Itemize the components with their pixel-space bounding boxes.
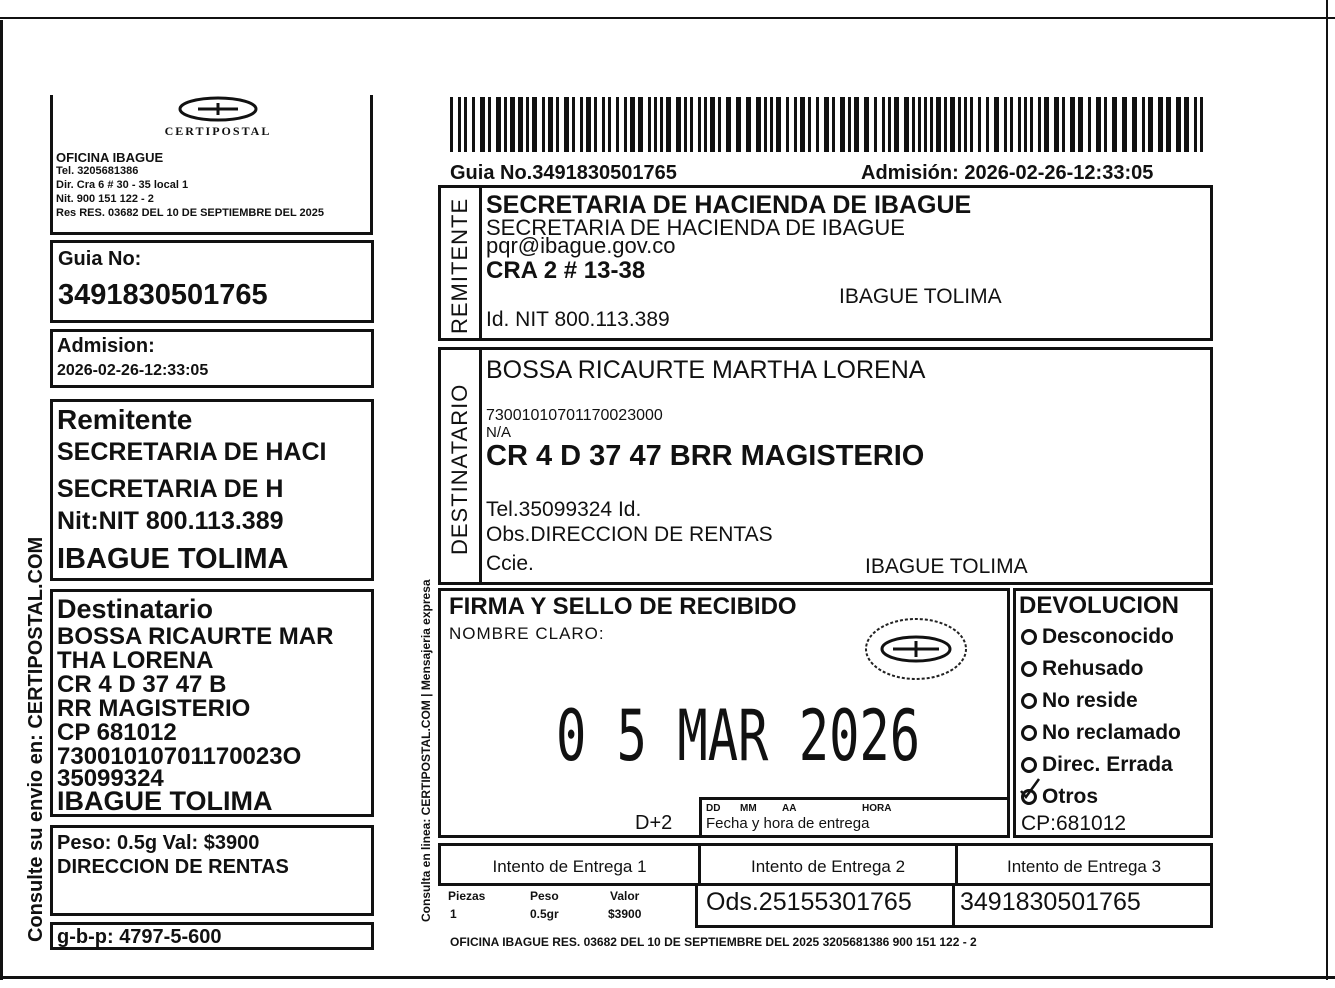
remitente-id: Id. NIT 800.113.389 <box>486 308 670 331</box>
admision-label: Admision: <box>57 335 155 357</box>
barcode-bar <box>776 97 781 152</box>
barcode-bar <box>746 97 751 152</box>
remitente-email: pqr@ibague.gov.co <box>486 233 676 258</box>
radio-no-reclamado[interactable] <box>1021 725 1037 741</box>
destinatario-main-box <box>438 347 1213 585</box>
destinatario-obs: Obs.DIRECCION DE RENTAS <box>486 523 773 546</box>
intento-3: Intento de Entrega 3 <box>1006 857 1162 876</box>
barcode-bar <box>924 97 927 152</box>
barcode-bar <box>698 97 701 152</box>
barcode-bar <box>654 97 657 152</box>
destinatario-address: CR 4 D 37 47 BRR MAGISTERIO <box>486 440 925 472</box>
barcode-bar <box>840 97 845 152</box>
certipostal-stamp-icon <box>861 613 971 685</box>
option-otros[interactable] <box>1021 785 1098 809</box>
barcode-bar <box>1104 97 1107 152</box>
barcode-bar <box>710 97 715 152</box>
barcode-bar <box>1096 97 1101 152</box>
destinatario-ccie: Ccie. <box>486 552 534 575</box>
admision-value: 2026-02-26-12:33:05 <box>57 362 209 379</box>
ods-box <box>695 884 955 928</box>
stamp-date: 0 5 MAR 2026 <box>556 695 921 777</box>
destinatario-divider <box>479 350 482 582</box>
remitente-city: IBAGUE TOLIMA <box>839 285 1002 308</box>
barcode-bar <box>608 97 611 152</box>
barcode-bar <box>504 97 507 152</box>
bottom-row <box>438 884 1213 930</box>
barcode-bar <box>480 97 485 152</box>
guia-label: Guia No: <box>58 248 142 270</box>
remitente-line-4: IBAGUE TOLIMA <box>57 543 289 575</box>
label-no-reside: No reside <box>1042 689 1138 712</box>
barcode-bar <box>638 97 643 152</box>
barcode-bar <box>704 97 707 152</box>
remitente-line-1: SECRETARIA DE HACI <box>57 438 327 466</box>
barcode-bar <box>594 97 597 152</box>
office-block <box>50 95 440 235</box>
barcode-bar <box>684 97 687 152</box>
office-name: OFICINA IBAGUE <box>56 150 164 165</box>
destinatario-box <box>50 589 374 817</box>
destinatario-line-6: 73001010701170023O <box>57 743 302 770</box>
page-left-border <box>0 20 3 980</box>
barcode-bar <box>564 97 569 152</box>
firma-title: FIRMA Y SELLO DE RECIBIDO <box>449 593 797 620</box>
barcode-bar <box>556 97 559 152</box>
barcode-bar <box>526 97 529 152</box>
remitente-box <box>50 399 374 581</box>
barcode-bar <box>690 97 693 152</box>
page-bottom-border <box>0 976 1335 979</box>
peso-line: Peso: 0.5g Val: $3900 <box>57 832 260 854</box>
office-nit: Nit. 900 151 122 - 2 <box>56 193 154 205</box>
option-no-reside[interactable] <box>1021 689 1138 713</box>
barcode-bar <box>794 97 797 152</box>
barcode-bar <box>874 97 877 152</box>
radio-rehusado[interactable] <box>1021 661 1037 677</box>
barcode-bar <box>904 97 909 152</box>
intentos-row <box>438 843 1213 886</box>
devolucion-cp: CP:681012 <box>1021 812 1127 835</box>
barcode-bar <box>930 97 933 152</box>
remitente-name2: SECRETARIA DE HACIENDA DE IBAGUE <box>486 215 905 240</box>
barcode-bar <box>800 97 805 152</box>
remitente-vertical-label: REMITENTE <box>447 197 472 334</box>
destinatario-line-2: THA LORENA <box>57 647 214 674</box>
remitente-address: CRA 2 # 13-38 <box>486 257 646 284</box>
barcode-bar <box>1062 97 1065 152</box>
intento-2: Intento de Entrega 2 <box>750 857 906 876</box>
firma-box <box>438 588 1010 838</box>
intento-1: Intento de Entrega 1 <box>492 857 647 876</box>
piezas-value: 1 <box>450 907 457 921</box>
barcode-bar <box>464 97 467 152</box>
barcode-bar <box>616 97 619 152</box>
barcode-bar <box>736 97 741 152</box>
barcode-bar <box>950 97 955 152</box>
barcode-bar <box>1038 97 1041 152</box>
barcode-bar <box>450 97 453 152</box>
barcode-bar <box>894 97 899 152</box>
barcode-bar <box>1044 97 1049 152</box>
destinatario-city: IBAGUE TOLIMA <box>865 555 1028 578</box>
remitente-main-box <box>438 185 1213 341</box>
remitente-name1: SECRETARIA DE HACIENDA DE IBAGUE <box>486 191 972 219</box>
barcode-bar <box>964 97 967 152</box>
barcode-bar <box>572 97 575 152</box>
consulte-vertical: Consulte su envio en: CERTIPOSTAL.COM <box>25 536 47 942</box>
barcode-bar <box>944 97 947 152</box>
barcode-bar <box>1194 97 1197 152</box>
remitente-line-3: Nit:NIT 800.113.389 <box>57 507 284 535</box>
gbp-box <box>50 922 374 950</box>
radio-direc-errada[interactable] <box>1021 757 1037 773</box>
option-no-reclamado[interactable] <box>1021 721 1181 745</box>
barcode-graphic <box>450 97 1210 152</box>
barcode-bar <box>1054 97 1059 152</box>
header-guia: Guia No.3491830501765 <box>450 162 677 184</box>
barcode-bar <box>518 97 523 152</box>
barcode-bar <box>1024 97 1027 152</box>
barcode-bar <box>580 97 583 152</box>
barcode-bar <box>808 97 811 152</box>
barcode-bar <box>994 97 999 152</box>
footer-line: OFICINA IBAGUE RES. 03682 DEL 10 DE SEPTIEMBRE DEL 2025 3205681386 900 151 122 - 2 <box>450 935 977 949</box>
barcode-bar <box>832 97 835 152</box>
barcode-bar <box>970 97 973 152</box>
office-tel: Tel. 3205681386 <box>56 165 139 177</box>
online-vertical: Consulta en linea: CERTIPOSTAL.COM | Mensajeria expresa <box>419 579 433 922</box>
guia-bottom-box <box>952 884 1213 928</box>
barcode-bar <box>918 97 921 152</box>
fecha-box <box>699 797 1009 837</box>
barcode-bar <box>1088 97 1091 152</box>
piezas-label: Piezas <box>448 889 486 903</box>
label-direc-errada: Direc. Errada <box>1042 753 1173 776</box>
barcode-bar <box>816 97 819 152</box>
barcode-bar <box>548 97 553 152</box>
barcode-bar <box>624 97 627 152</box>
barcode-bar <box>864 97 869 152</box>
barcode-bar <box>882 97 885 152</box>
barcode-bar <box>1158 97 1163 152</box>
destinatario-line-8: IBAGUE TOLIMA <box>57 786 273 816</box>
destinatario-na: N/A <box>486 424 512 441</box>
barcode-bar <box>1184 97 1189 152</box>
devolucion-title: DEVOLUCION <box>1019 592 1180 619</box>
barcode-bar <box>666 97 671 152</box>
barcode-bar <box>1132 97 1137 152</box>
guia-bottom-value: 3491830501765 <box>960 888 1141 916</box>
barcode-bar <box>770 97 773 152</box>
valor-label: Valor <box>610 889 640 903</box>
firma-nombre: NOMBRE CLARO: <box>449 624 605 643</box>
barcode-bar <box>1070 97 1075 152</box>
barcode-bar <box>936 97 941 152</box>
barcode-bar <box>1004 97 1007 152</box>
barcode-bar <box>1030 97 1033 152</box>
office-dir: Dir. Cra 6 # 30 - 35 local 1 <box>56 179 189 191</box>
barcode-bar <box>458 97 461 152</box>
label-no-reclamado: No reclamado <box>1042 721 1181 744</box>
office-left-rule <box>50 95 53 235</box>
destinatario-code: 73001010701170023000 <box>486 407 663 424</box>
barcode-bar <box>676 97 681 152</box>
admision-box <box>50 329 374 388</box>
barcode-bar <box>510 97 515 152</box>
barcode-bar <box>1148 97 1153 152</box>
barcode-bar <box>1078 97 1083 152</box>
destinatario-line-3: CR 4 D 37 47 B <box>57 671 227 698</box>
label-desconocido: Desconocido <box>1042 625 1174 648</box>
barcode-bar <box>488 97 491 152</box>
fecha-label: Fecha y hora de entrega <box>706 815 870 832</box>
destinatario-tel: Tel.35099324 Id. <box>486 498 642 521</box>
gbp-code: g-b-p: 4797-5-600 <box>57 926 222 948</box>
barcode-bar <box>958 97 961 152</box>
logo-text: CERTIPOSTAL <box>164 124 272 138</box>
destinatario-vertical-label: DESTINATARIO <box>447 383 472 555</box>
devolucion-box <box>1013 588 1213 838</box>
peso-label: Peso <box>530 889 559 903</box>
peso-box <box>50 825 374 916</box>
fecha-dd: DD <box>706 803 721 814</box>
fecha-mm: MM <box>740 803 757 814</box>
remitente-divider <box>479 188 482 338</box>
barcode-bar <box>472 97 475 152</box>
checkmark-icon <box>1017 777 1041 801</box>
barcode-bar <box>602 97 605 152</box>
option-rehusado[interactable] <box>1021 657 1144 681</box>
barcode-bar <box>718 97 721 152</box>
d2-label: D+2 <box>635 812 673 834</box>
barcode-bar <box>854 97 859 152</box>
peso-value: 0.5gr <box>530 907 559 921</box>
barcode-bar <box>756 97 761 152</box>
barcode-bar <box>542 97 545 152</box>
barcode-bar <box>648 97 651 152</box>
office-bottom-rule <box>50 232 373 235</box>
option-direc-errada[interactable] <box>1021 753 1173 777</box>
destinatario-name: BOSSA RICAURTE MARTHA LORENA <box>486 356 926 384</box>
destinatario-line-5: CP 681012 <box>57 719 177 746</box>
option-desconocido[interactable] <box>1021 625 1174 649</box>
header-admision: Admisión: 2026-02-26-12:33:05 <box>861 162 1154 184</box>
barcode-bar <box>586 97 591 152</box>
barcode-bar <box>726 97 731 152</box>
barcode-bar <box>786 97 789 152</box>
fecha-hora: HORA <box>862 803 892 814</box>
peso-obs: DIRECCION DE RENTAS <box>57 856 289 878</box>
label-rehusado: Rehusado <box>1042 657 1144 680</box>
office-res: Res RES. 03682 DEL 10 DE SEPTIEMBRE DEL 2025 <box>56 207 324 219</box>
barcode-bar <box>848 97 851 152</box>
barcode-bar <box>1112 97 1117 152</box>
barcode <box>450 97 1210 152</box>
barcode-bar <box>986 97 989 152</box>
barcode-bar <box>1018 97 1021 152</box>
barcode-bar <box>1122 97 1127 152</box>
barcode-bar <box>912 97 915 152</box>
page-top-border <box>0 17 1335 19</box>
barcode-bar <box>496 97 501 152</box>
valor-value: $3900 <box>608 907 642 921</box>
guia-number: 3491830501765 <box>58 279 268 311</box>
barcode-bar <box>630 97 635 152</box>
radio-desconocido[interactable] <box>1021 629 1037 645</box>
barcode-bar <box>824 97 829 152</box>
destinatario-line-1: BOSSA RICAURTE MAR <box>57 623 334 650</box>
remitente-title: Remitente <box>57 404 193 435</box>
fecha-aa: AA <box>782 803 797 814</box>
office-right-rule <box>370 95 373 235</box>
barcode-bar <box>978 97 981 152</box>
destinatario-title: Destinatario <box>57 594 214 624</box>
page-right-border <box>1326 0 1328 980</box>
barcode-bar <box>660 97 663 152</box>
barcode-bar <box>1010 97 1013 152</box>
remitente-line-2: SECRETARIA DE H <box>57 475 284 503</box>
barcode-bar <box>1200 97 1203 152</box>
guia-box <box>50 240 374 323</box>
barcode-bar <box>764 97 767 152</box>
barcode-bar <box>532 97 537 152</box>
barcode-bar <box>1142 97 1145 152</box>
barcode-bar <box>1176 97 1181 152</box>
destinatario-line-4: RR MAGISTERIO <box>57 695 251 722</box>
certipostal-logo <box>164 95 272 145</box>
radio-no-reside[interactable] <box>1021 693 1037 709</box>
destinatario-line-7: 35099324 <box>57 765 164 792</box>
label-otros: Otros <box>1042 785 1099 808</box>
ods-value: Ods.25155301765 <box>706 888 912 916</box>
barcode-bar <box>1166 97 1171 152</box>
barcode-bar <box>888 97 891 152</box>
